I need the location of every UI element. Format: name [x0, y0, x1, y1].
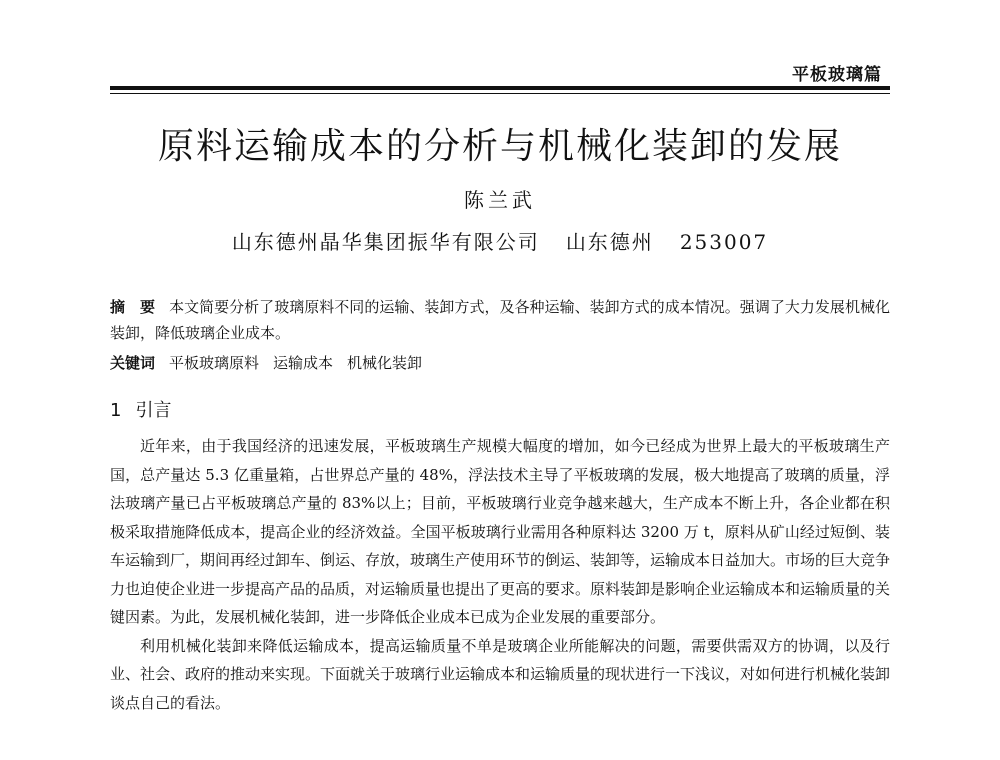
affiliation-postcode: 253007: [679, 230, 769, 254]
affiliation-city: 山东德州: [565, 230, 654, 254]
keyword-item: 机械化装卸: [347, 354, 423, 372]
header-rule-thin: [110, 93, 890, 94]
affiliation-organization: 山东德州晶华集团振华有限公司: [231, 230, 540, 254]
introduction-body: [110, 432, 890, 717]
keywords-label: 关键词: [110, 354, 156, 372]
keyword-item: 运输成本: [273, 354, 334, 372]
abstract: [110, 294, 890, 346]
body-paragraph: 近年来，由于我国经济的迅速发展，平板玻璃生产规模大幅度的增加，如今已经成为世界上最大的平板玻璃生产国，总产量达 5.3 亿重量箱，占世界总产量的 48%，浮法技术主导了平板玻璃的发展，极大地提高了玻璃的质量，浮法玻璃产量已占平板玻璃总产量的 83%以上；目前，平板玻璃行业竞争越来越大，生产成本不断上升，各企业都在积极采取措施降低成本，提高企业的经济效益。全国平板玻璃行业需用各种原料达 3200 万 t，原料从矿山经过短倒、装车运输到厂，期间再经过卸车、倒运、存放，玻璃生产使用环节的倒运、装卸等，运输成本日益加大。市场的巨大竞争力也迫使企业进一步提高产品的品质，对运输质量也提出了更高的要求。原料装卸是影响企业运输成本和运输质量的关键因素。为此，发展机械化装卸，进一步降低企业成本已成为企业发展的重要部分。: [110, 437, 891, 626]
abstract-text: 本文简要分析了玻璃原料不同的运输、装卸方式，及各种运输、装卸方式的成本情况。强调了大力发展机械化装卸，降低玻璃企业成本。: [110, 298, 890, 342]
section-number: 1: [110, 400, 122, 421]
keywords: [110, 350, 890, 376]
body-paragraph: 利用机械化装卸来降低运输成本，提高运输质量不单是玻璃企业所能解决的问题，需要供需双方的协调，以及行业、社会、政府的推动来实现。下面就关于玻璃行业运输成本和运输质量的现状进行一下浅议，对如何进行机械化装卸谈点自己的看法。: [110, 636, 891, 712]
section-title: 引言: [135, 400, 172, 421]
abstract-label: 摘 要: [110, 298, 156, 316]
author-name: 陈兰武: [464, 188, 536, 212]
running-header: 平板玻璃篇: [792, 65, 882, 85]
author-affiliation: [0, 226, 1000, 255]
header-rule-thick: [110, 86, 890, 90]
section-heading: [110, 396, 171, 422]
article-title: 原料运输成本的分析与机械化装卸的发展: [157, 126, 842, 167]
keyword-item: 平板玻璃原料: [169, 354, 260, 372]
